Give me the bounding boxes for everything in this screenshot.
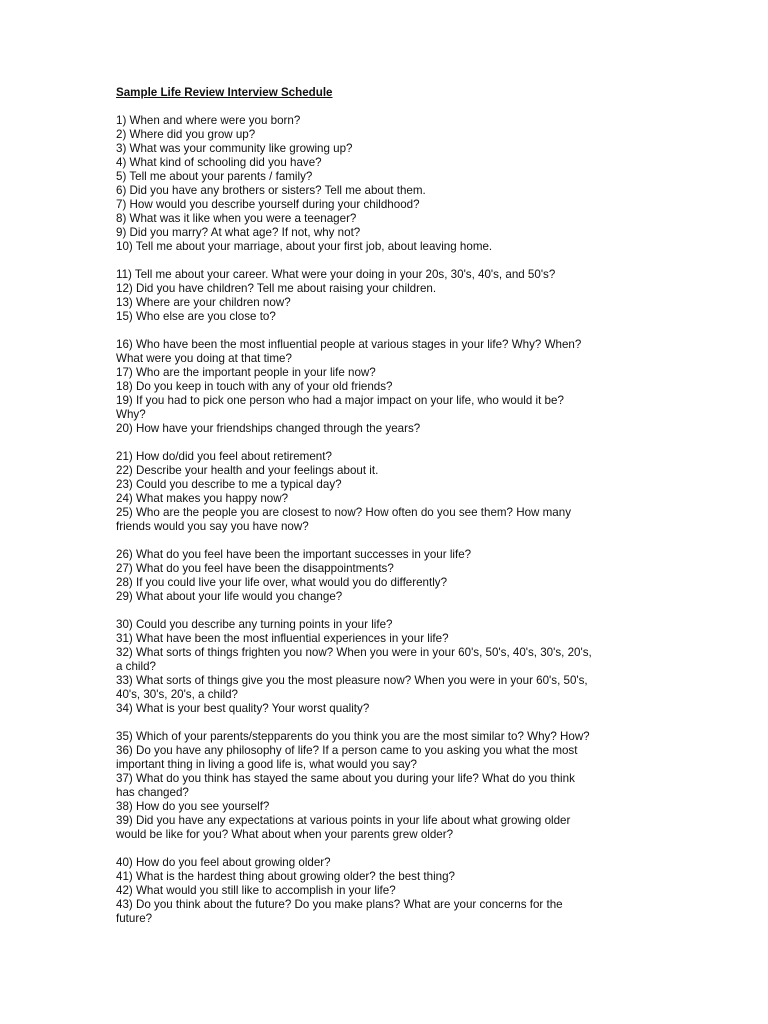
question-line: 6) Did you have any brothers or sisters? Tell me about them. (116, 184, 426, 197)
question-line: 13) Where are your children now? (116, 296, 291, 309)
question-group (116, 730, 656, 842)
question-line: 3) What was your community like growing up? (116, 142, 353, 155)
question-group (116, 114, 656, 254)
question-line: 29) What about your life would you change? (116, 590, 343, 603)
question-line: 28) If you could live your life over, what would you do differently? (116, 576, 448, 589)
question-line: 22) Describe your health and your feelings about it. (116, 464, 379, 477)
question-line: 1) When and where were you born? (116, 114, 301, 127)
question-line: 41) What is the hardest thing about growing older? the best thing? (116, 870, 456, 883)
question-line: 30) Could you describe any turning points in your life? (116, 618, 393, 631)
question-line: 27) What do you feel have been the disappointments? (116, 562, 394, 575)
question-line: 9) Did you marry? At what age? If not, why not? (116, 226, 361, 239)
question-line: 12) Did you have children? Tell me about raising your children. (116, 282, 437, 295)
question-line: 8) What was it like when you were a teenager? (116, 212, 357, 225)
question-line: 38) How do you see yourself? (116, 800, 270, 813)
question-line: 24) What makes you happy now? (116, 492, 289, 505)
question-line: 16) Who have been the most influential people at various stages in your life? Why? When? (116, 338, 582, 351)
document-content (116, 86, 656, 940)
question-groups (116, 114, 656, 926)
question-line: friends would you say you have now? (116, 520, 309, 533)
question-line: future? (116, 912, 153, 925)
question-group (116, 338, 656, 436)
question-line: 39) Did you have any expectations at various points in your life about what growing older (116, 814, 571, 827)
question-line: 42) What would you still like to accomplish in your life? (116, 884, 396, 897)
question-line: 18) Do you keep in touch with any of your old friends? (116, 380, 393, 393)
question-line: would be like for you? What about when your parents grew older? (116, 828, 454, 841)
document-title: Sample Life Review Interview Schedule (116, 86, 333, 99)
question-group (116, 548, 656, 604)
question-line: 2) Where did you grow up? (116, 128, 256, 141)
question-group (116, 618, 656, 716)
question-line: 31) What have been the most influential experiences in your life? (116, 632, 449, 645)
question-group (116, 268, 656, 324)
question-line: 20) How have your friendships changed through the years? (116, 422, 421, 435)
question-line: 17) Who are the important people in your life now? (116, 366, 376, 379)
question-line: 19) If you had to pick one person who had a major impact on your life, who would it be? (116, 394, 564, 407)
question-line: 4) What kind of schooling did you have? (116, 156, 322, 169)
question-line: Why? (116, 408, 146, 421)
question-line: 23) Could you describe to me a typical day? (116, 478, 342, 491)
question-line: 36) Do you have any philosophy of life? If a person came to you asking you what the most (116, 744, 578, 757)
question-line: 10) Tell me about your marriage, about your first job, about leaving home. (116, 240, 493, 253)
question-line: 35) Which of your parents/stepparents do you think you are the most similar to? Why? How? (116, 730, 590, 743)
question-line: 33) What sorts of things give you the most pleasure now? When you were in your 60's, 50's, (116, 674, 588, 687)
question-line: 34) What is your best quality? Your worst quality? (116, 702, 370, 715)
question-line: 25) Who are the people you are closest to now? How often do you see them? How many (116, 506, 571, 519)
question-line: 43) Do you think about the future? Do you make plans? What are your concerns for the (116, 898, 563, 911)
question-group (116, 856, 656, 926)
question-group (116, 450, 656, 534)
question-line: a child? (116, 660, 156, 673)
question-line: 40) How do you feel about growing older? (116, 856, 331, 869)
question-line: 11) Tell me about your career. What were your doing in your 20s, 30's, 40's, and 50's? (116, 268, 556, 281)
question-line: 37) What do you think has stayed the same about you during your life? What do you think (116, 772, 575, 785)
question-line: 32) What sorts of things frighten you now? When you were in your 60's, 50's, 40's, 30's, 20's, (116, 646, 592, 659)
question-line: 26) What do you feel have been the important successes in your life? (116, 548, 472, 561)
question-line: 5) Tell me about your parents / family? (116, 170, 313, 183)
question-line: has changed? (116, 786, 189, 799)
question-line: important thing in living a good life is, what would you say? (116, 758, 417, 771)
question-line: 15) Who else are you close to? (116, 310, 276, 323)
question-line: 21) How do/did you feel about retirement? (116, 450, 332, 463)
question-line: What were you doing at that time? (116, 352, 292, 365)
question-line: 7) How would you describe yourself during your childhood? (116, 198, 420, 211)
question-line: 40's, 30's, 20's, a child? (116, 688, 239, 701)
